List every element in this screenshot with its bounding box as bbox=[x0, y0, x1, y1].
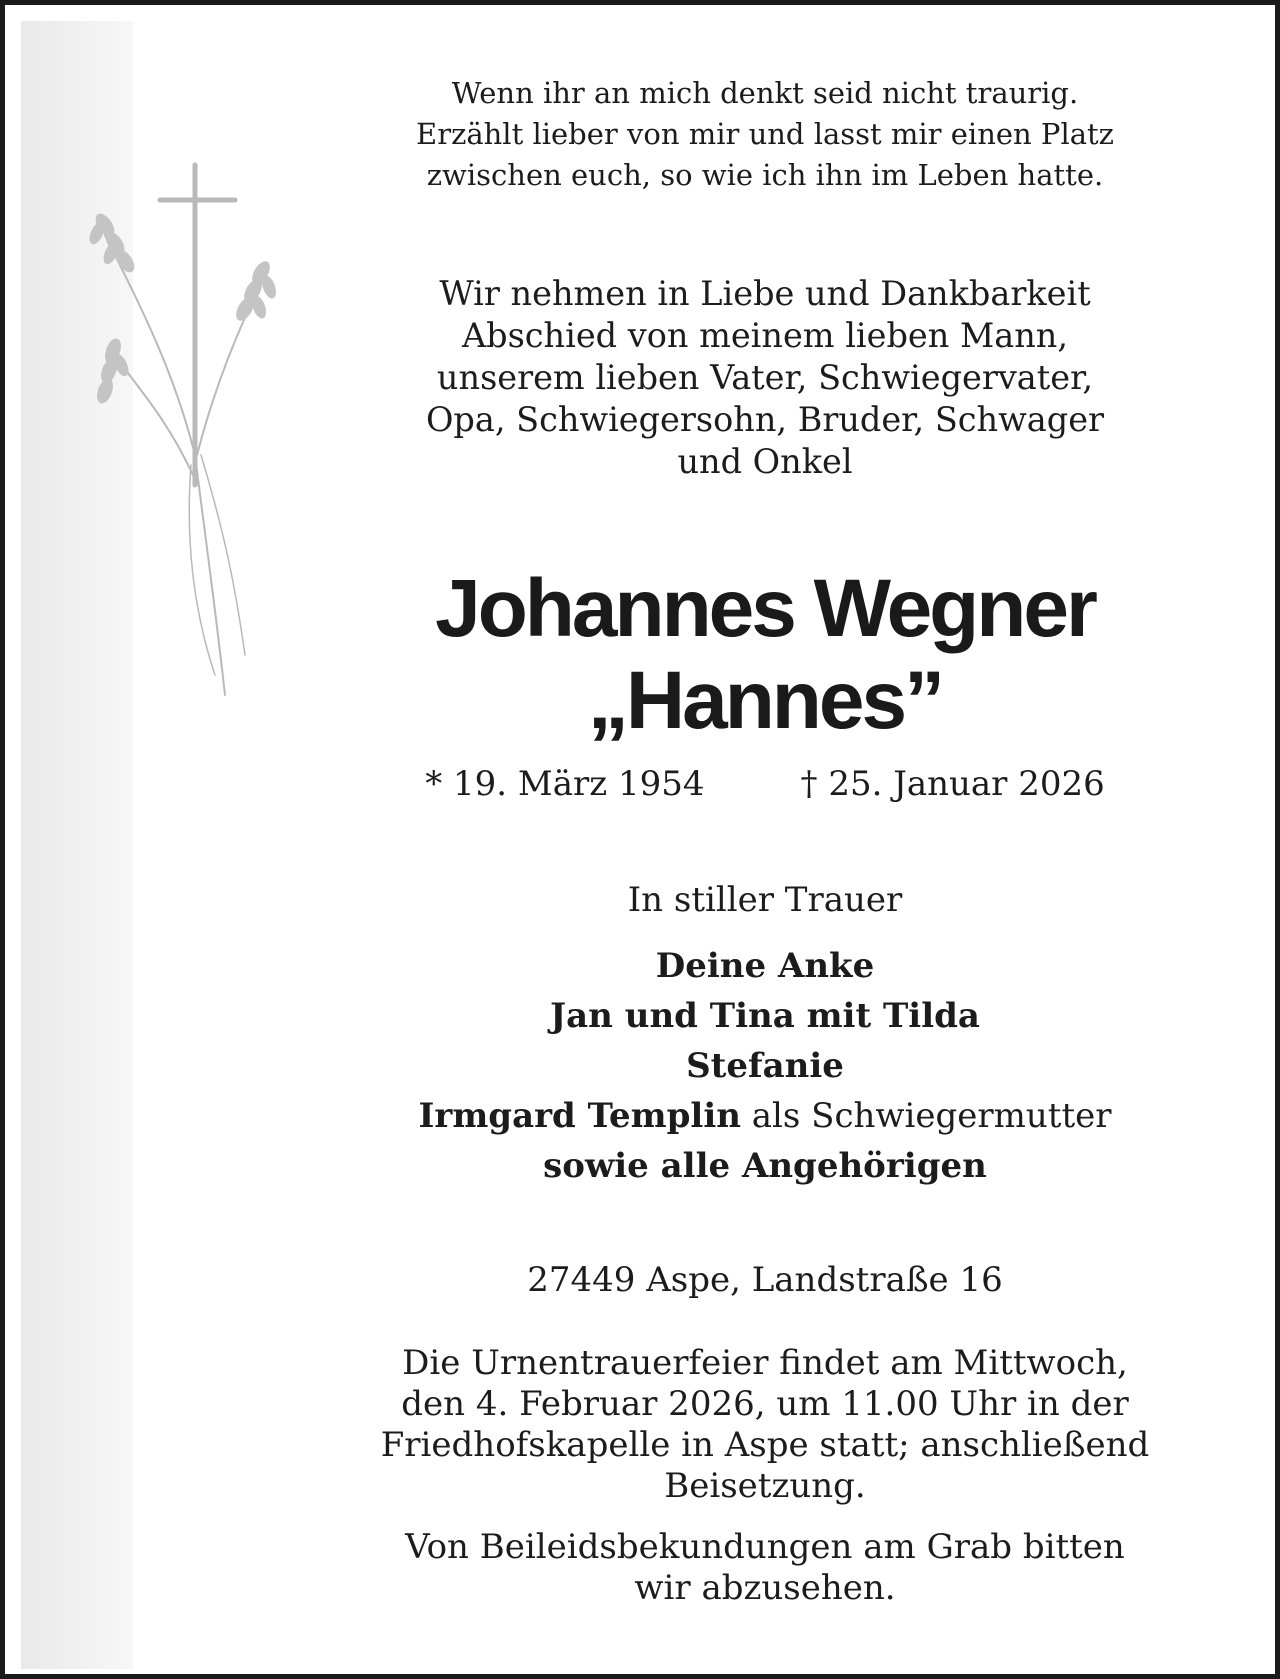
intro-line: und Onkel bbox=[677, 442, 853, 481]
condolence-note bbox=[305, 1527, 1225, 1609]
ceremony-line: Friedhofskapelle in Aspe statt; anschließend bbox=[380, 1425, 1150, 1465]
intro-line: Wir nehmen in Liebe und Dankbarkeit bbox=[439, 274, 1091, 313]
mourner-line: Deine Anke bbox=[655, 946, 875, 986]
condolence-line: wir abzusehen. bbox=[634, 1568, 896, 1608]
intro-line: unserem lieben Vater, Schwiegervater, bbox=[436, 358, 1094, 397]
mourning-label: In stiller Trauer bbox=[627, 880, 903, 920]
cross-with-wheat-icon bbox=[65, 155, 305, 715]
poem-line: Wenn ihr an mich denkt seid nicht traurig. bbox=[451, 76, 1079, 110]
mourner-relation: als Schwiegermutter bbox=[740, 1096, 1112, 1136]
death-date: † 25. Januar 2026 bbox=[800, 764, 1105, 804]
birth-date: * 19. März 1954 bbox=[425, 764, 705, 804]
life-dates bbox=[305, 763, 1225, 805]
intro-line: Opa, Schwiegersohn, Bruder, Schwager bbox=[425, 400, 1105, 439]
deceased-name: Johannes Wegner bbox=[435, 563, 1095, 654]
ceremony-line: den 4. Februar 2026, um 11.00 Uhr in der bbox=[401, 1384, 1129, 1424]
mourner-name: Irmgard Templin bbox=[418, 1096, 741, 1136]
poem-line: Erzählt lieber von mir und lasst mir einen Platz bbox=[416, 117, 1114, 151]
mourner-line: sowie alle Angehörigen bbox=[543, 1146, 987, 1186]
intro-line: Abschied von meinem lieben Mann, bbox=[461, 316, 1069, 355]
deceased-name-block bbox=[305, 563, 1225, 747]
poem-line: zwischen euch, so wie ich ihn im Leben hatte. bbox=[426, 158, 1104, 192]
ceremony-line: Beisetzung. bbox=[664, 1466, 866, 1506]
mourner-line: Stefanie bbox=[686, 1046, 844, 1086]
opening-poem bbox=[305, 73, 1225, 196]
mourner-line: Jan und Tina mit Tilda bbox=[550, 996, 980, 1036]
family-address: 27449 Aspe, Landstraße 16 bbox=[527, 1260, 1003, 1300]
ceremony-info bbox=[305, 1343, 1225, 1507]
ceremony-line: Die Urnentrauerfeier findet am Mittwoch, bbox=[402, 1343, 1128, 1383]
farewell-intro bbox=[305, 273, 1225, 483]
deceased-nickname: „Hannes” bbox=[587, 655, 943, 746]
condolence-line: Von Beileidsbekundungen am Grab bitten bbox=[405, 1527, 1125, 1567]
mourner-line bbox=[305, 1091, 1225, 1141]
mourners-list bbox=[305, 941, 1225, 1191]
